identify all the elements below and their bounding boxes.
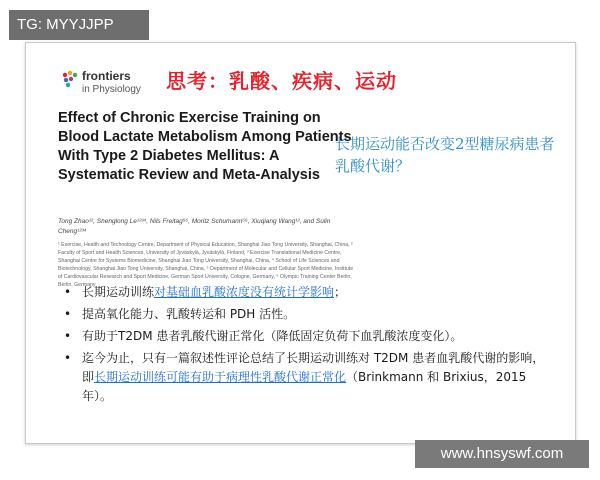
bullet-text-end: ；	[334, 285, 347, 299]
paper-authors: Tong Zhao¹², Shenglong Le¹²³⁴, Nils Freitag⁵⁶, Moritz Schumann⁵⁶, Xiuqiang Wang¹², and Sulin Cheng¹²³⁴	[58, 218, 331, 235]
bullet-text: 提高氧化能力、乳酸转运和 PDH 活性。	[82, 307, 296, 321]
bullet-dot: •	[64, 285, 72, 299]
bullet-text: 有助于T2DM 患者乳酸代谢正常化（降低固定负荷下血乳酸浓度变化）。	[82, 329, 463, 343]
slide	[25, 42, 576, 444]
bullet-list	[62, 283, 552, 409]
banner-title: 思考：乳酸、疾病、运动	[166, 69, 397, 93]
bullet-highlight: 对基础血乳酸浓度没有统计学影响	[154, 285, 335, 299]
bullet-item	[62, 305, 552, 324]
bullet-text: 长期运动训练	[82, 285, 155, 299]
paper-title: Effect of Chronic Exercise Training on Blood Lactate Metabolism Among Patients With Type 2 Diabetes Mellitus: A Systematic Review and Meta-Analysis	[58, 110, 352, 183]
journal-logo-name: frontiers	[82, 69, 131, 83]
journal-logo-subtitle: in Physiology	[82, 84, 141, 95]
bullet-dot: •	[64, 307, 72, 321]
question-callout: 长期运动能否改变2型糖尿病患者乳酸代谢？	[335, 135, 555, 175]
paper-affiliations: ¹ Exercise, Health and Technology Centre, Department of Physical Education, Shanghai Jiao Tong University, Shanghai, China, ² Faculty of Sport and Health Sciences, University of Jyväskylä, Jyväskylä, Finland, ³ Exercise Translational Medicine Centre, Shanghai Centre for Systems Biomedicine, Shanghai Jiao Tong University, Shanghai, China, ⁴ School of Life Sciences and Biotechnology, Shanghai Jiao Tong University, Shanghai, China, ⁵ Department of Molecular and Cellular Sport Medicine, Institute of Cardiovascular Research and Sport Medicine, German Sport University, Cologne, Germany, ⁶ Olympic Training Center Berlin, Berlin, Germany	[58, 242, 354, 288]
bullet-highlight: 长期运动训练可能有助于病理性乳酸代谢正常化	[94, 370, 347, 384]
bullet-dot: •	[64, 351, 72, 365]
bullet-text: 迄今为止，只有一篇叙述性评论总结了长期运动训练对 T2DM 患者血乳酸代谢的影响，即	[82, 351, 545, 384]
bullet-text-end: （Brinkmann 和 Brixius，2015 年）。	[82, 370, 527, 403]
corner-tag: TG: MYYJJPP	[9, 10, 149, 40]
bullet-item	[62, 349, 552, 406]
bullet-dot: •	[64, 329, 72, 343]
site-watermark: www.hnsyswf.com	[415, 440, 589, 468]
bullet-item	[62, 283, 552, 302]
frontiers-logo-icon	[60, 69, 82, 91]
bullet-item	[62, 327, 552, 346]
